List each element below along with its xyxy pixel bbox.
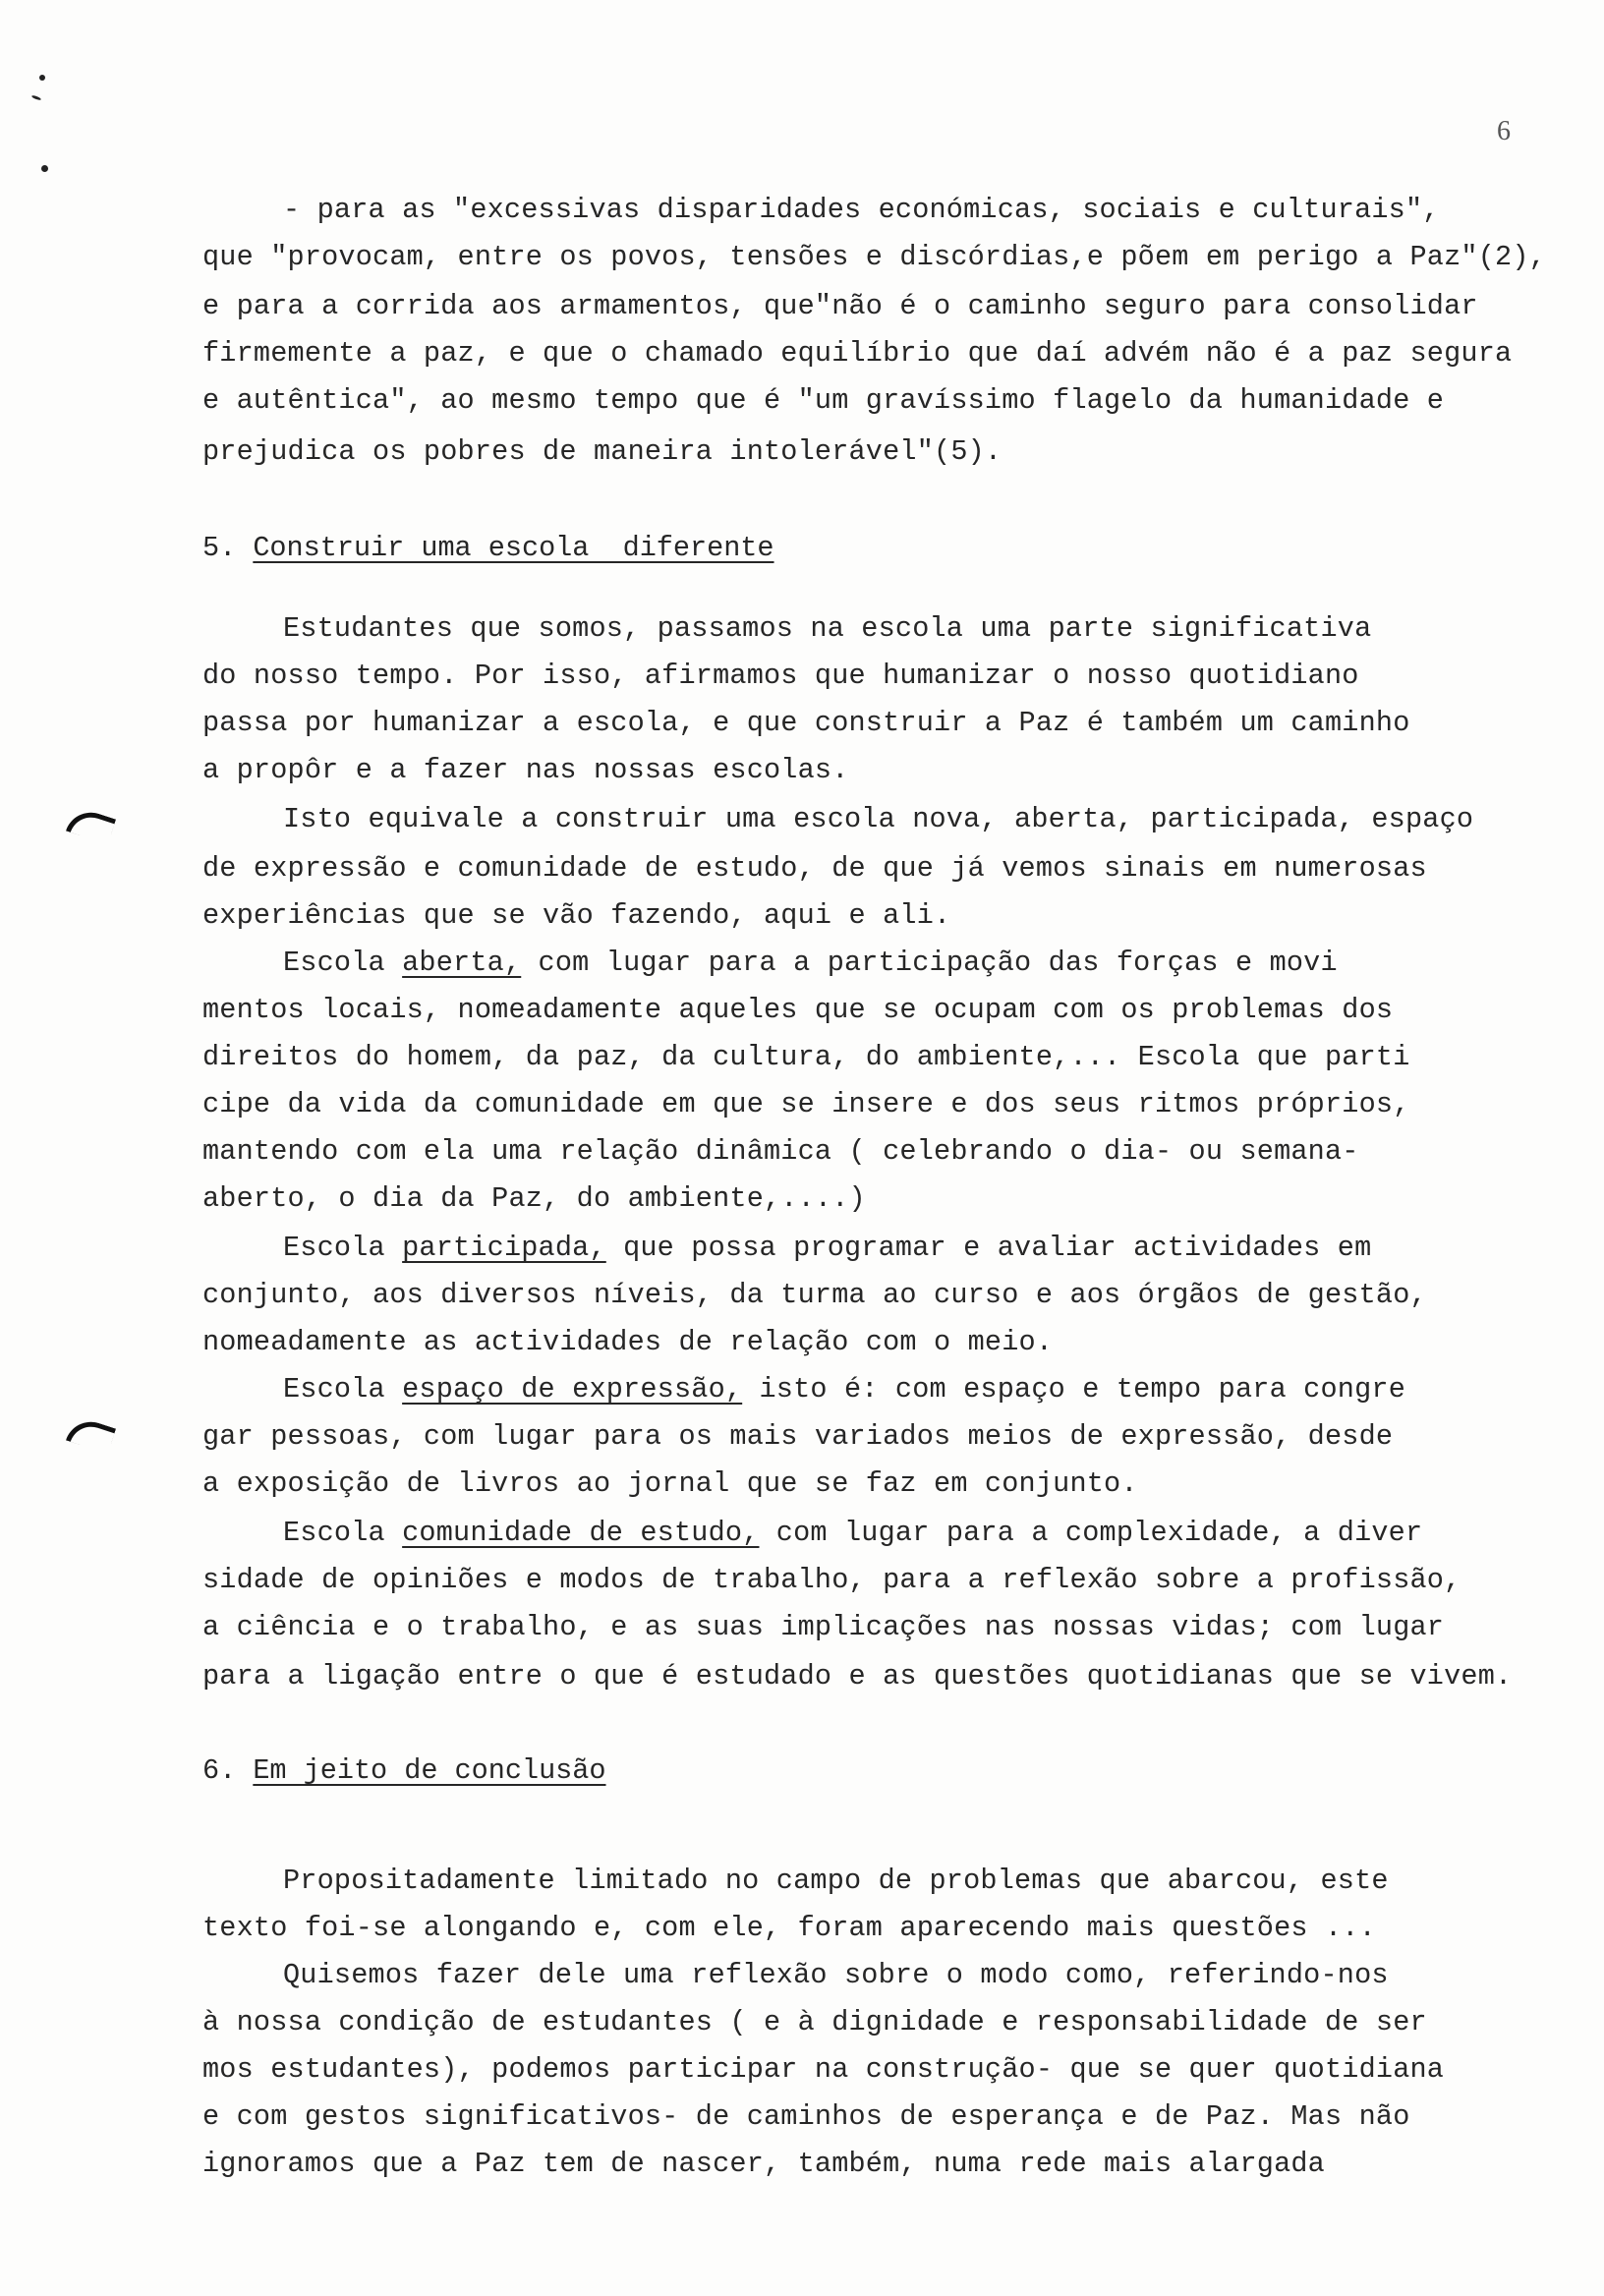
emphasis-aberta: aberta, xyxy=(402,947,522,979)
text-line: sidade de opiniões e modos de trabalho, para a reflexão sobre a profissão, xyxy=(202,1564,1461,1596)
text-line: de expressão e comunidade de estudo, de que já vemos sinais em numerosas xyxy=(202,852,1427,885)
section-title: Em jeito de conclusão xyxy=(253,1754,606,1787)
emphasis-comunidade-de-estudo: comunidade de estudo, xyxy=(402,1517,760,1549)
section-title: Construir uma escola diferente xyxy=(253,532,774,564)
text-line: aberto, o dia da Paz, do ambiente,....) xyxy=(202,1182,866,1215)
text-line: conjunto, aos diversos níveis, da turma ao curso e aos órgãos de gestão, xyxy=(202,1279,1427,1311)
text-line: ignoramos que a Paz tem de nascer, também, numa rede mais alargada xyxy=(202,2148,1325,2180)
text-line: do nosso tempo. Por isso, afirmamos que humanizar o nosso quotidiano xyxy=(202,660,1359,692)
text-span: Escola xyxy=(283,1232,403,1264)
text-line: mos estudantes), podemos participar na construção- que se quer quotidiana xyxy=(202,2053,1445,2086)
text-line xyxy=(283,946,1338,981)
section-number: 5. xyxy=(202,532,237,564)
text-line: gar pessoas, com lugar para os mais variados meios de expressão, desde xyxy=(202,1420,1394,1453)
text-line: mantendo com ela uma relação dinâmica ( celebrando o dia- ou semana- xyxy=(202,1135,1359,1168)
text-line: a propôr e a fazer nas nossas escolas. xyxy=(202,754,849,786)
text-line: prejudica os pobres de maneira intolerável"(5). xyxy=(202,435,1002,468)
text-line: e para a corrida aos armamentos, que"não é o caminho seguro para consolidar xyxy=(202,290,1478,322)
text-line: nomeadamente as actividades de relação com o meio. xyxy=(202,1326,1054,1358)
text-line: cipe da vida da comunidade em que se insere e dos seus ritmos próprios, xyxy=(202,1088,1410,1120)
section-heading-6 xyxy=(202,1753,606,1789)
page-number: 6 xyxy=(1497,116,1511,146)
punch-hole-mark xyxy=(66,1415,116,1455)
text-line xyxy=(283,1231,1371,1266)
section-heading-5 xyxy=(202,531,774,566)
text-span: com lugar para a complexidade, a diver xyxy=(759,1517,1423,1549)
text-line xyxy=(283,1516,1422,1551)
margin-mark-dot xyxy=(31,94,41,100)
text-line: experiências que se vão fazendo, aqui e ali. xyxy=(202,899,951,932)
punch-hole-mark xyxy=(66,806,116,845)
text-span: Escola xyxy=(283,1517,403,1549)
text-line: Isto equivale a construir uma escola nova, aberta, participada, espaço xyxy=(283,803,1474,835)
text-line: - para as "excessivas disparidades económicas, sociais e culturais", xyxy=(283,194,1440,226)
text-line: mentos locais, nomeadamente aqueles que se ocupam com os problemas dos xyxy=(202,994,1394,1026)
emphasis-participada: participada, xyxy=(402,1232,606,1264)
text-line: Quisemos fazer dele uma reflexão sobre o modo como, referindo-nos xyxy=(283,1959,1389,1991)
text-span: Escola xyxy=(283,1373,403,1406)
text-line: a exposição de livros ao jornal que se faz em conjunto. xyxy=(202,1467,1138,1500)
text-line: texto foi-se alongando e, com ele, foram aparecendo mais questões ... xyxy=(202,1912,1376,1944)
text-line: direitos do homem, da paz, da cultura, do ambiente,... Escola que parti xyxy=(202,1041,1410,1073)
text-line: passa por humanizar a escola, e que construir a Paz é também um caminho xyxy=(202,707,1410,739)
text-line: firmemente a paz, e que o chamado equilíbrio que daí advém não é a paz segura xyxy=(202,337,1513,370)
text-line: que "provocam, entre os povos, tensões e discórdias,e põem em perigo a Paz"(2), xyxy=(202,241,1546,273)
margin-mark-dot xyxy=(39,75,45,81)
text-line: Propositadamente limitado no campo de problemas que abarcou, este xyxy=(283,1865,1389,1897)
text-line: e autêntica", ao mesmo tempo que é "um gravíssimo flagelo da humanidade e xyxy=(202,384,1445,417)
margin-mark-dot xyxy=(41,165,48,172)
text-line: e com gestos significativos- de caminhos de esperança e de Paz. Mas não xyxy=(202,2100,1410,2133)
text-line: a ciência e o trabalho, e as suas implicações nas nossas vidas; com lugar xyxy=(202,1611,1445,1643)
text-span: que possa programar e avaliar actividades em xyxy=(605,1232,1372,1264)
section-number: 6. xyxy=(202,1754,237,1787)
text-span: com lugar para a participação das forças e movi xyxy=(521,947,1338,979)
text-line: Estudantes que somos, passamos na escola uma parte significativa xyxy=(283,612,1372,645)
text-span: isto é: com espaço e tempo para congre xyxy=(742,1373,1405,1406)
text-line: à nossa condição de estudantes ( e à dignidade e responsabilidade de ser xyxy=(202,2006,1427,2038)
text-line xyxy=(283,1372,1405,1407)
text-span: Escola xyxy=(283,947,403,979)
emphasis-espaco-de-expressao: espaço de expressão, xyxy=(402,1373,743,1406)
text-line: para a ligação entre o que é estudado e as questões quotidianas que se vivem. xyxy=(202,1660,1513,1693)
